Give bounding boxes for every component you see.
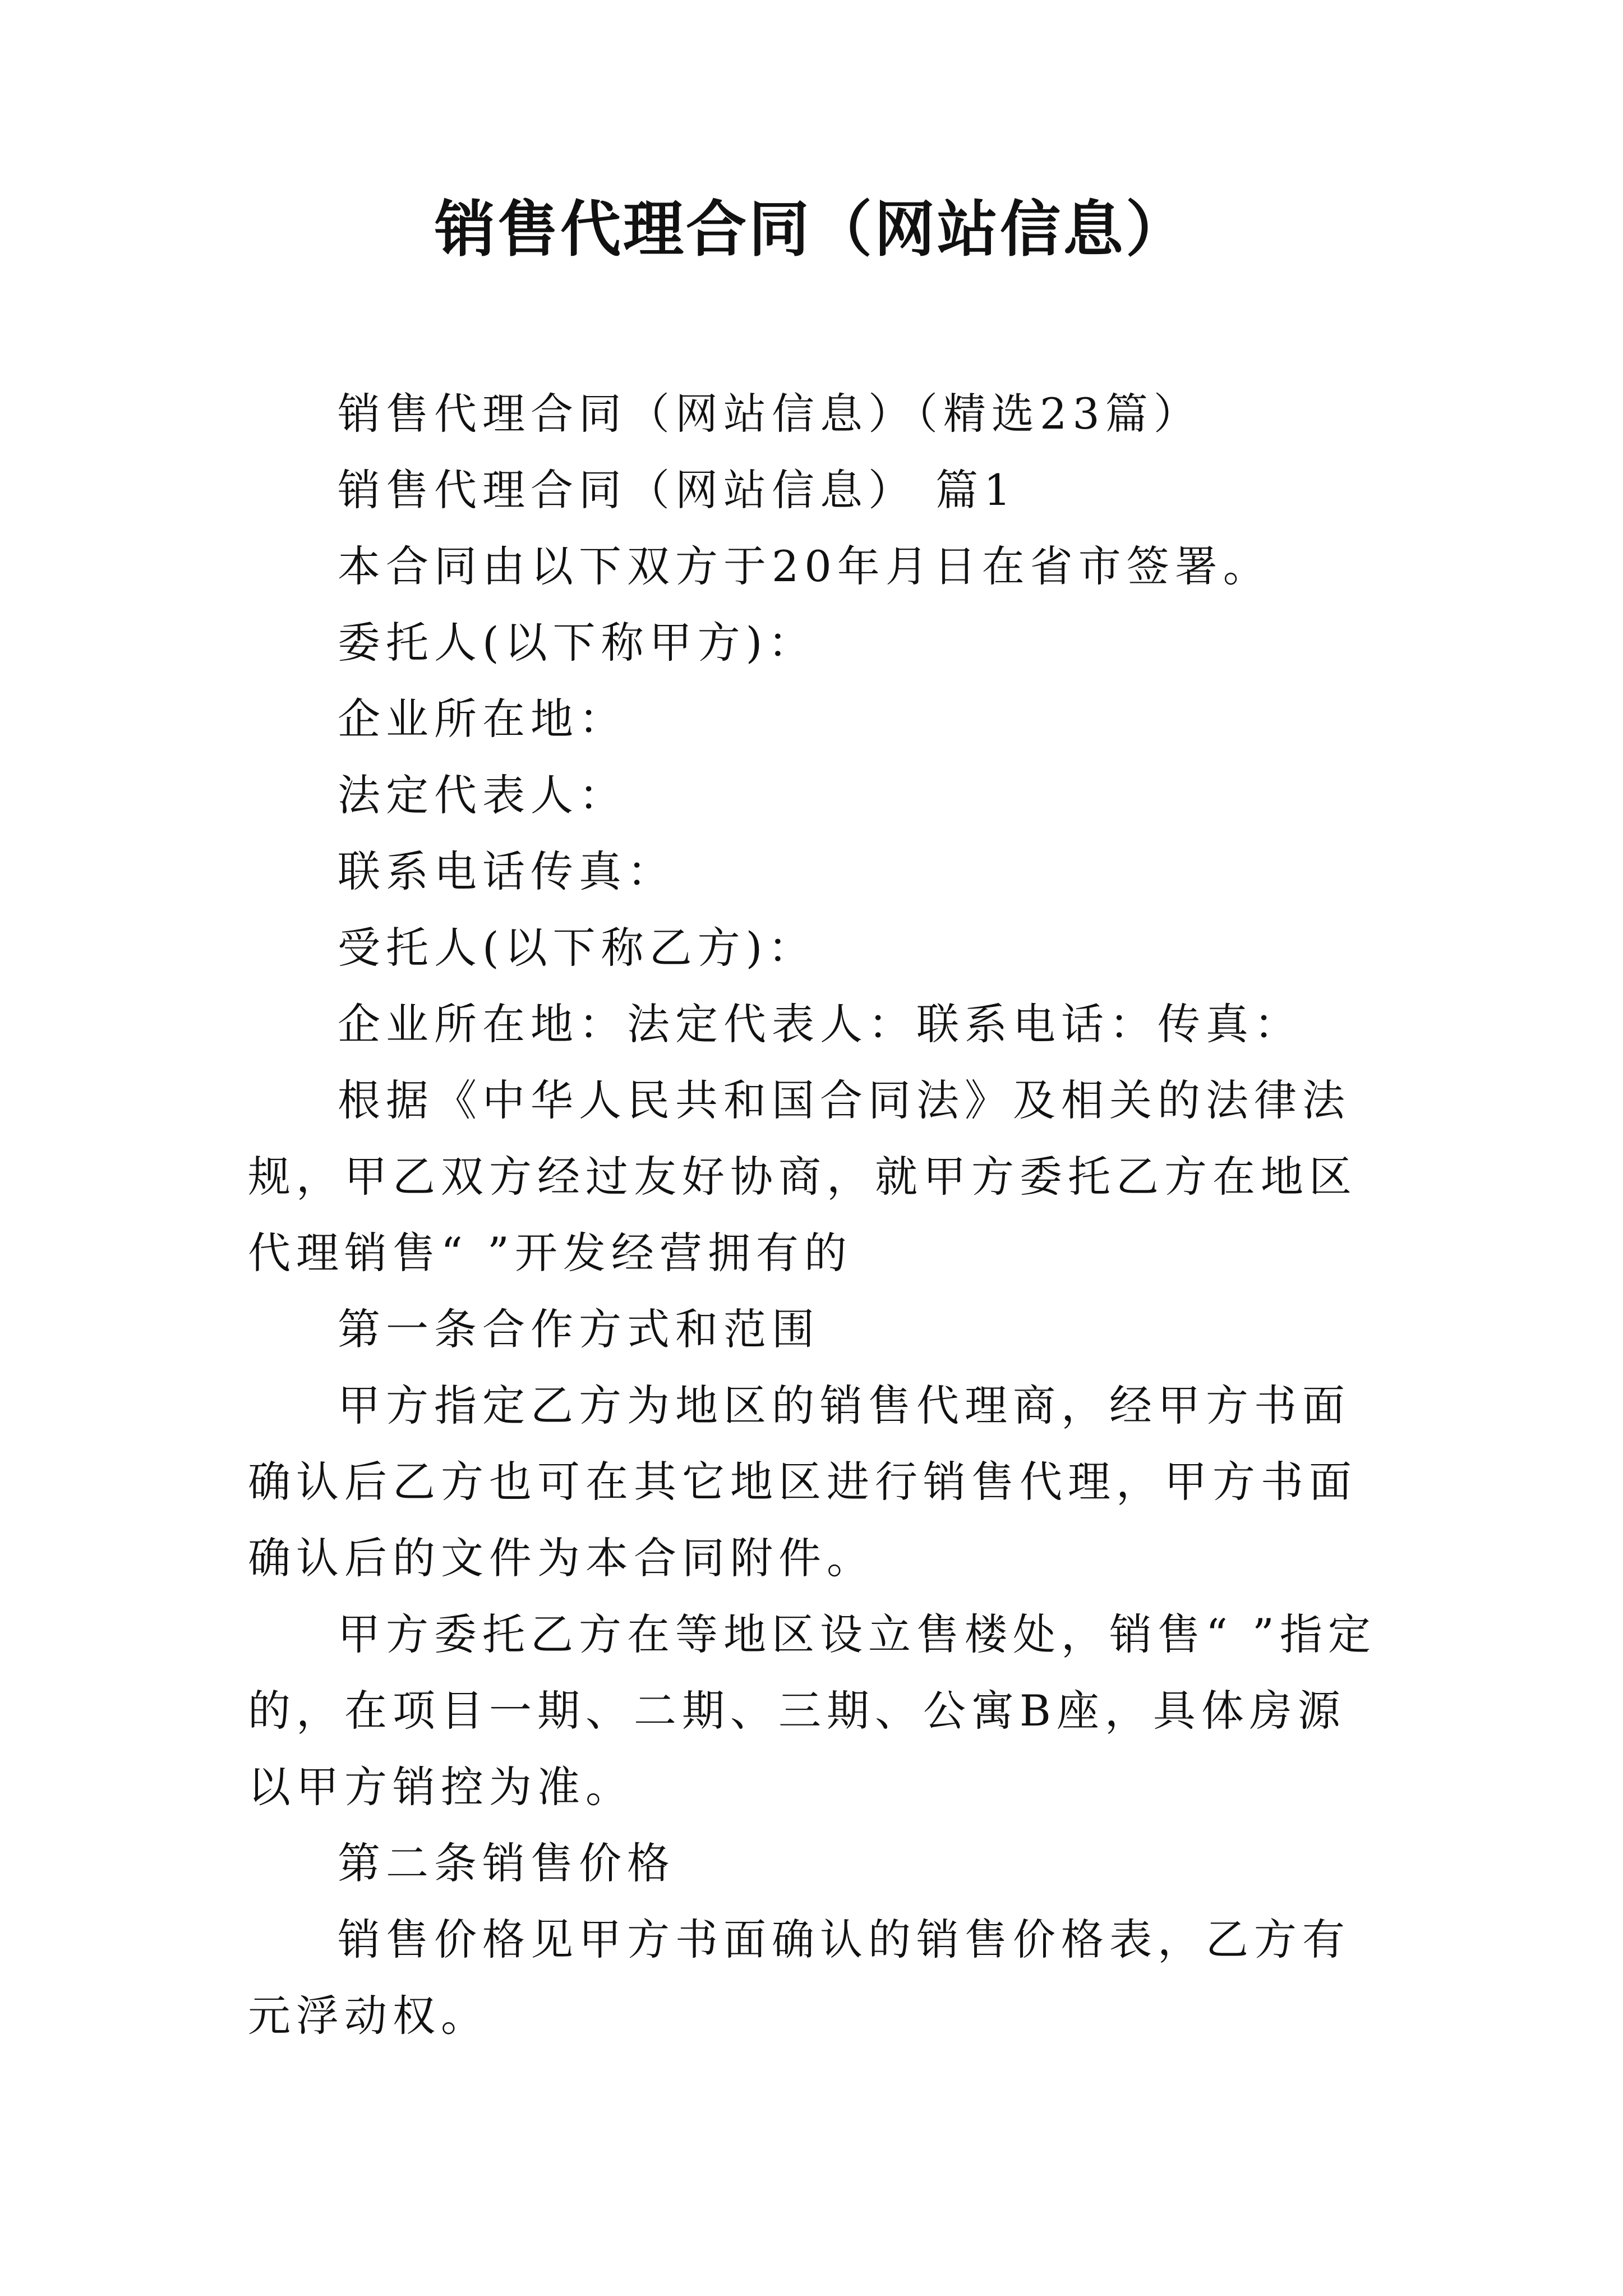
document-title: 销售代理合同（网站信息） (434, 195, 1188, 265)
paragraph-collection-title: 销售代理合同（网站信息）（精选23篇） (338, 389, 1202, 439)
paragraph-party-b: 受托人(以下称乙方)： (338, 923, 817, 973)
paragraph-chapter-heading: 销售代理合同（网站信息） 篇1 (338, 465, 1017, 515)
paragraph-party-a-contact: 联系电话传真： (338, 846, 675, 896)
paragraph-article-2-body: 销售价格见甲方书面确认的销售价格表，乙方有元浮动权。 (248, 1915, 1350, 2041)
paragraph-party-a-representative: 法定代表人： (338, 770, 627, 820)
document-body (248, 376, 1386, 2054)
paragraph-party-a-location: 企业所在地： (338, 694, 627, 744)
paragraph-article-1-body-1: 甲方指定乙方为地区的销售代理商，经甲方书面确认后乙方也可在其它地区进行销售代理，甲方书面确认后的文件为本合同附件。 (248, 1381, 1357, 1583)
paragraph-signing: 本合同由以下双方于20年月日在省市签署。 (338, 541, 1271, 591)
paragraph-article-1-body-2: 甲方委托乙方在等地区设立售楼处，销售“ ”指定的，在项目一期、二期、三期、公寓B座，具体房源以甲方销控为准。 (248, 1609, 1376, 1812)
paragraph-article-2-heading: 第二条销售价格 (338, 1838, 675, 1888)
paragraph-preamble: 根据《中华人民共和国合同法》及相关的法律法规，甲乙双方经过友好协商，就甲方委托乙方在地区代理销售“ ”开发经营拥有的 (248, 1075, 1357, 1278)
paragraph-party-a: 委托人(以下称甲方)： (338, 618, 817, 668)
paragraph-party-b-details: 企业所在地：法定代表人：联系电话：传真： (338, 999, 1302, 1049)
paragraph-article-1-heading: 第一条合作方式和范围 (338, 1304, 820, 1354)
